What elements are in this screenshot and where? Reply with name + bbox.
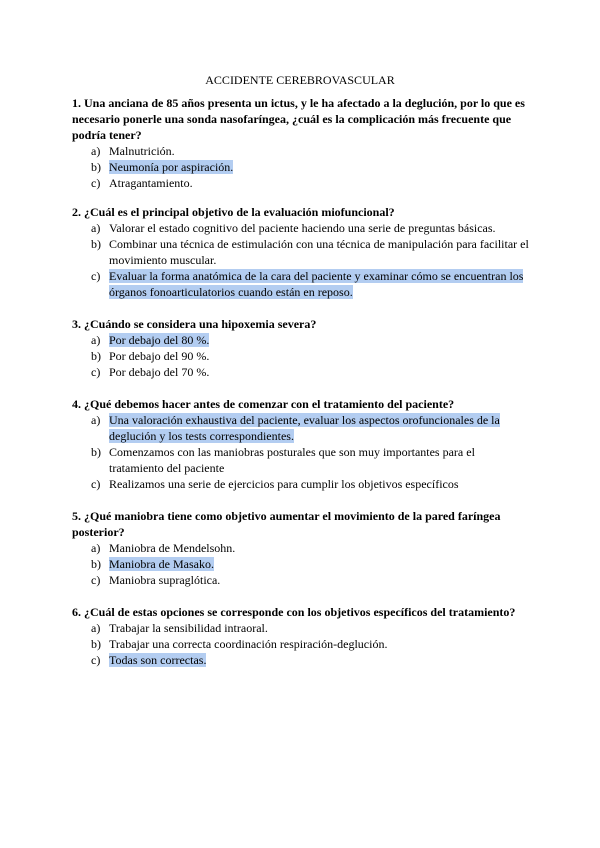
option-text-highlighted: Todas son correctas. <box>109 653 207 667</box>
option-letter: b) <box>91 349 101 363</box>
question-2 <box>72 204 532 300</box>
option-letter: c) <box>91 573 101 587</box>
options-list <box>72 412 532 492</box>
option-letter: c) <box>91 269 101 283</box>
option-letter: c) <box>91 653 101 667</box>
question-prompt: ¿Cuál es el principal objetivo de la evaluación miofuncional? <box>84 205 395 219</box>
option-letter: a) <box>91 621 101 635</box>
question-1 <box>72 95 532 191</box>
options-list <box>72 620 532 668</box>
option-b <box>72 159 532 175</box>
option-text-highlighted: Maniobra de Masako. <box>109 557 214 571</box>
question-text <box>72 604 532 620</box>
option-c <box>72 268 532 300</box>
options-list <box>72 540 532 588</box>
question-prompt: Una anciana de 85 años presenta un ictus, y le ha afectado a la deglución, por lo que es necesario ponerle una sonda nasofaríngea, ¿cuál es la complicación más frecuente que podría tener? <box>72 96 525 142</box>
document-title: ACCIDENTE CEREBROVASCULAR <box>205 73 395 87</box>
option-letter: b) <box>91 160 101 174</box>
option-text: Por debajo del 70 %. <box>109 365 210 379</box>
option-b <box>72 556 532 572</box>
option-b <box>72 444 532 476</box>
option-c <box>72 572 532 588</box>
question-number: 6. <box>72 605 81 619</box>
question-text <box>72 508 532 540</box>
option-letter: c) <box>91 365 101 379</box>
option-text: Comenzamos con las maniobras posturales que son muy importantes para el tratamiento del paciente <box>109 445 475 475</box>
option-letter: a) <box>91 221 101 235</box>
option-letter: c) <box>91 477 101 491</box>
option-text: Maniobra de Mendelsohn. <box>109 541 236 555</box>
option-text-highlighted: Neumonía por aspiración. <box>109 160 234 174</box>
options-list <box>72 143 532 191</box>
question-number: 3. <box>72 317 81 331</box>
option-text: Realizamos una serie de ejercicios para cumplir los objetivos específicos <box>109 477 459 491</box>
question-text <box>72 396 532 412</box>
option-text: Por debajo del 90 %. <box>109 349 210 363</box>
question-text <box>72 316 532 332</box>
question-4 <box>72 396 532 492</box>
option-letter: a) <box>91 541 101 555</box>
option-text: Valorar el estado cognitivo del paciente haciendo una serie de preguntas básicas. <box>109 221 496 235</box>
option-a <box>72 332 532 348</box>
option-letter: a) <box>91 144 101 158</box>
option-c <box>72 652 532 668</box>
option-text-highlighted: Evaluar la forma anatómica de la cara del paciente y examinar cómo se encuentran los órganos fonoarticulatorios cuando están en reposo. <box>109 269 524 299</box>
question-prompt: ¿Qué debemos hacer antes de comenzar con el tratamiento del paciente? <box>84 397 455 411</box>
option-letter: b) <box>91 237 101 251</box>
option-letter: a) <box>91 333 101 347</box>
option-letter: b) <box>91 445 101 459</box>
option-text: Malnutrición. <box>109 144 175 158</box>
question-3 <box>72 316 532 380</box>
option-b <box>72 636 532 652</box>
option-text: Atragantamiento. <box>109 176 193 190</box>
question-6 <box>72 604 532 668</box>
option-text: Maniobra supraglótica. <box>109 573 221 587</box>
option-a <box>72 143 532 159</box>
question-prompt: ¿Qué maniobra tiene como objetivo aumentar el movimiento de la pared faríngea posterior? <box>72 509 501 539</box>
question-number: 5. <box>72 509 81 523</box>
option-text-highlighted: Una valoración exhaustiva del paciente, evaluar los aspectos orofuncionales de la deglución y los tests correspondientes. <box>109 413 500 443</box>
question-text <box>72 204 532 220</box>
option-a <box>72 540 532 556</box>
question-text <box>72 95 532 143</box>
question-number: 2. <box>72 205 81 219</box>
option-a <box>72 620 532 636</box>
option-letter: b) <box>91 637 101 651</box>
option-c <box>72 476 532 492</box>
option-text: Trabajar una correcta coordinación respiración-deglución. <box>109 637 388 651</box>
option-a <box>72 412 532 444</box>
option-a <box>72 220 532 236</box>
options-list <box>72 332 532 380</box>
option-text: Combinar una técnica de estimulación con una técnica de manipulación para facilitar el movimiento muscular. <box>109 237 529 267</box>
option-text: Trabajar la sensibilidad intraoral. <box>109 621 268 635</box>
question-number: 4. <box>72 397 81 411</box>
option-letter: b) <box>91 557 101 571</box>
question-5 <box>72 508 532 588</box>
option-b <box>72 236 532 268</box>
option-c <box>72 175 532 191</box>
option-text-highlighted: Por debajo del 80 %. <box>109 333 210 347</box>
options-list <box>72 220 532 300</box>
option-c <box>72 364 532 380</box>
question-prompt: ¿Cuándo se considera una hipoxemia severa? <box>84 317 317 331</box>
option-letter: c) <box>91 176 101 190</box>
question-number: 1. <box>72 96 81 110</box>
option-b <box>72 348 532 364</box>
option-letter: a) <box>91 413 101 427</box>
question-prompt: ¿Cuál de estas opciones se corresponde con los objetivos específicos del tratamiento? <box>84 605 516 619</box>
